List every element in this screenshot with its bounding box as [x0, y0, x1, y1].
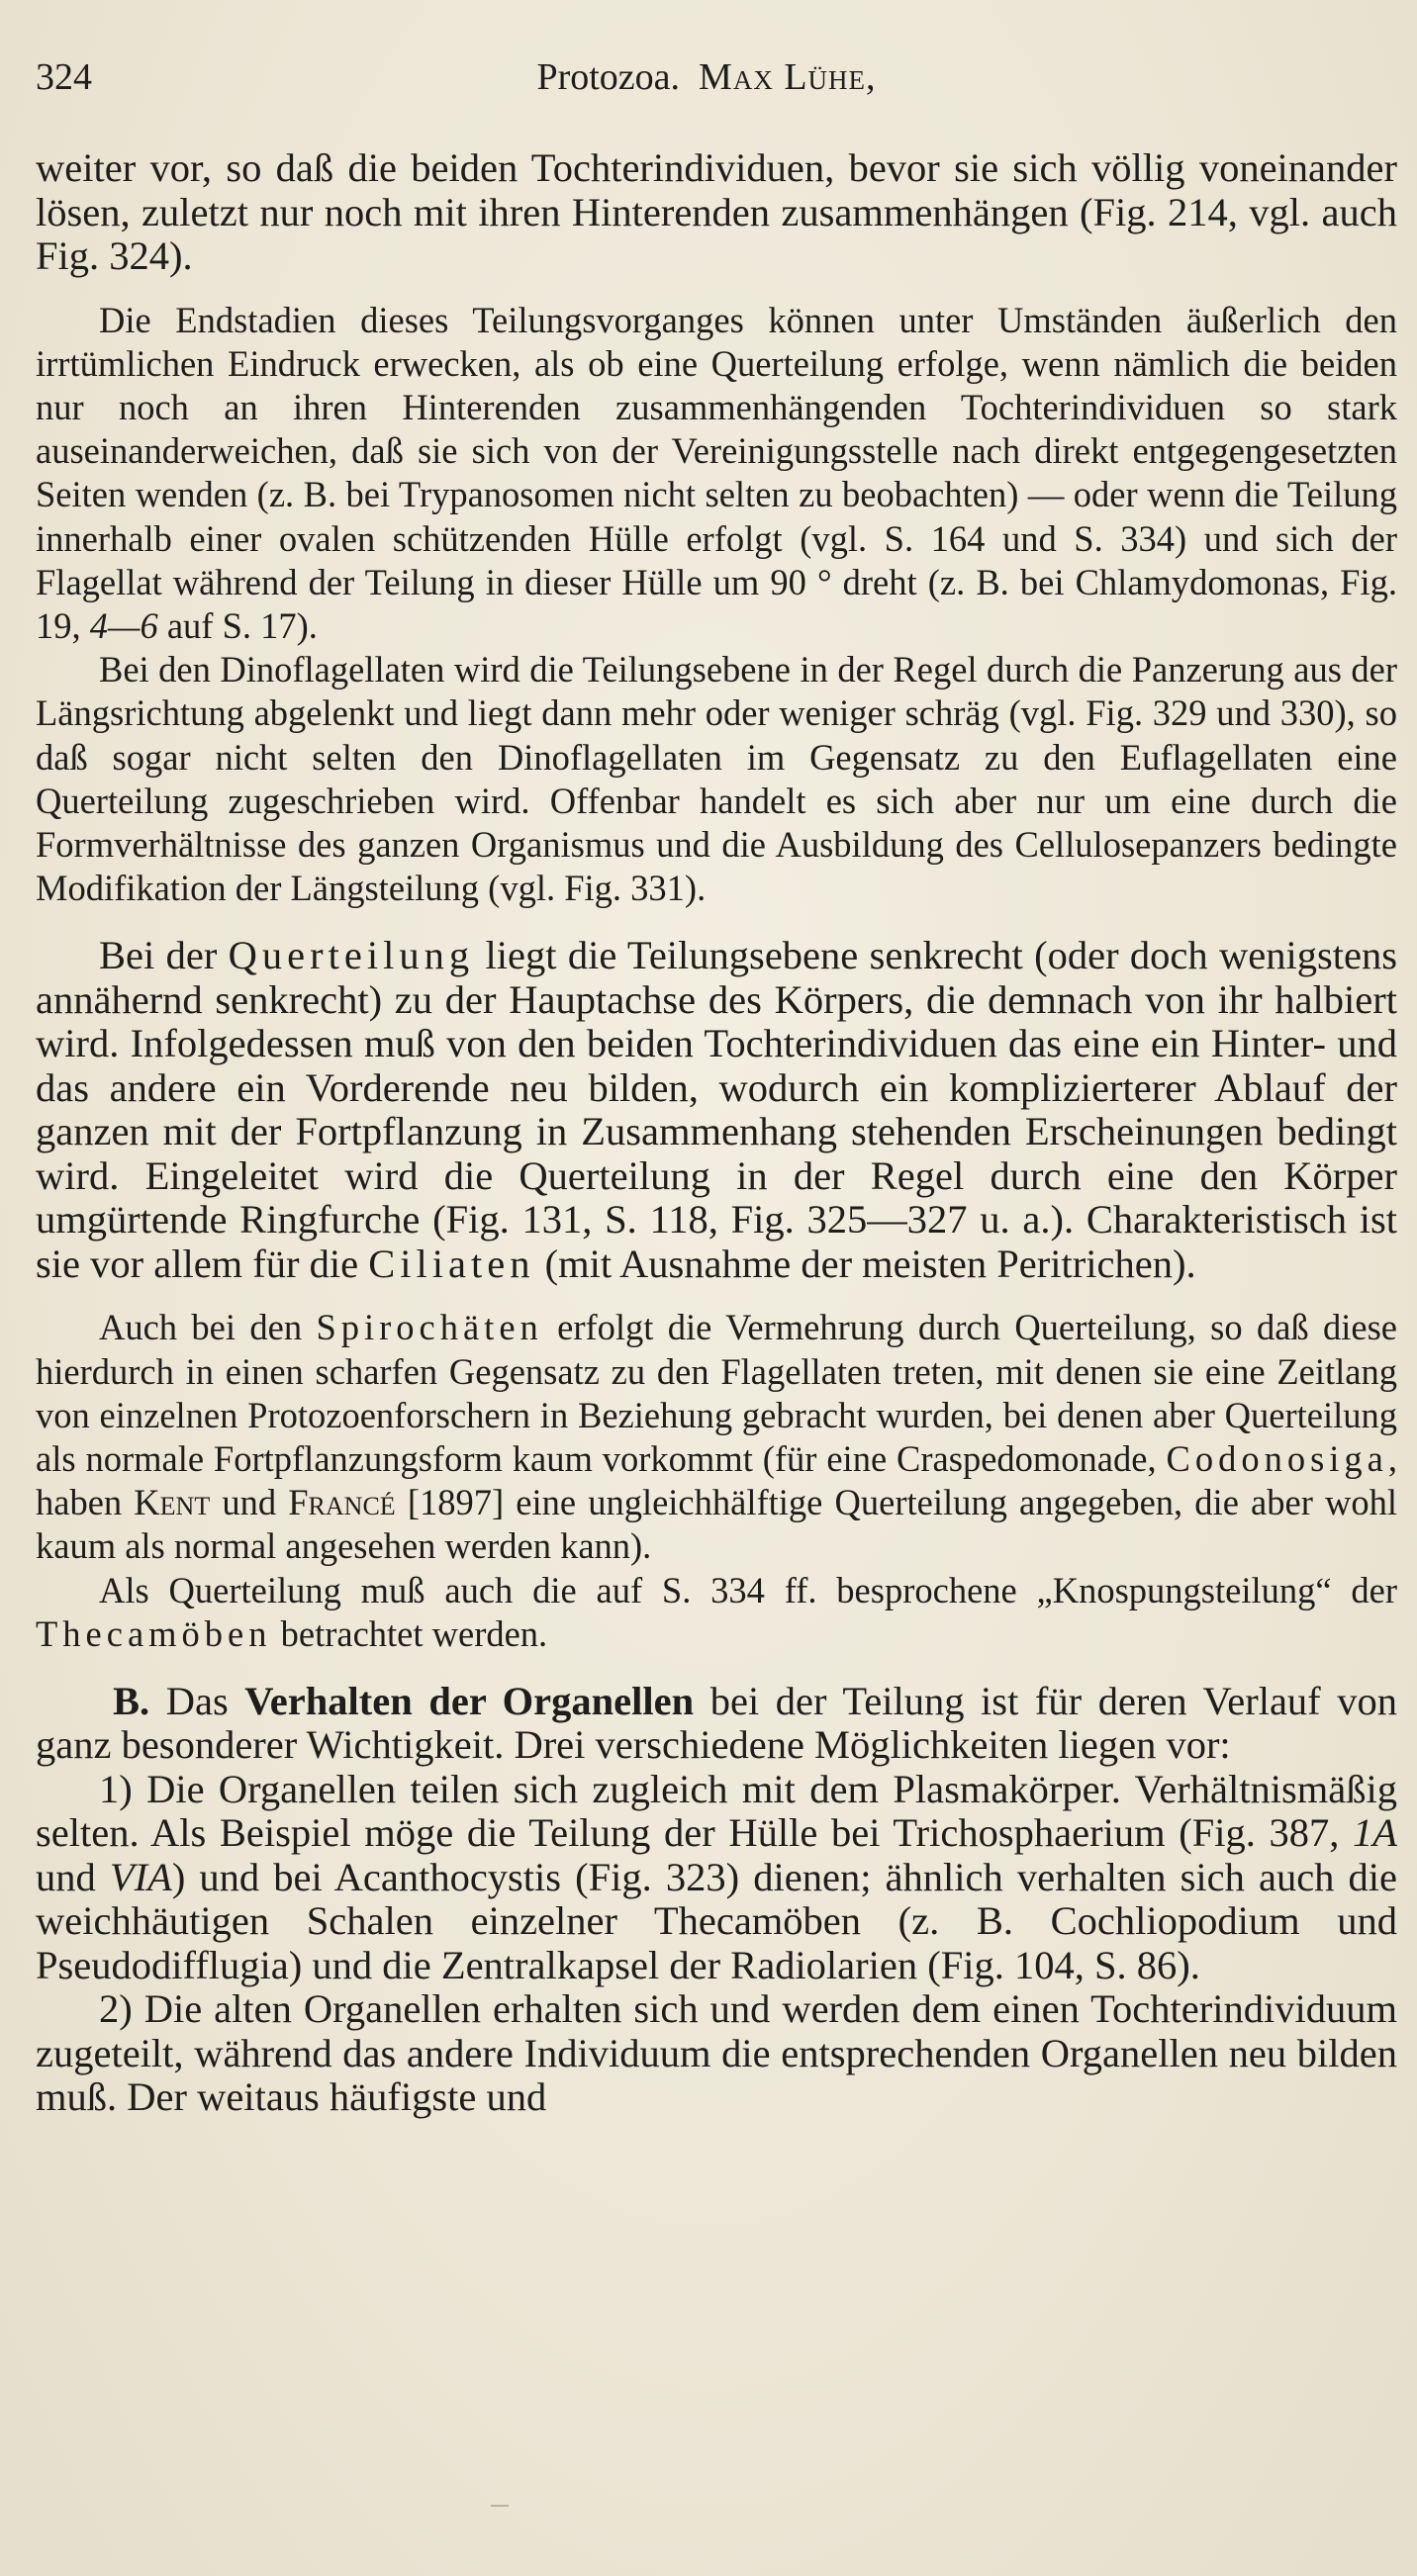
author-france: Francé — [288, 1482, 396, 1523]
list-item-1-c: ) und bei Acanthocystis (Fig. 323) dienen; ähnlich verhalten sich auch die weichhäutigen Schalen einzelner Thecamöben (z. B. Cochliopodium und Pseudodifflugia) und die Zentralkapsel der Radiolarien (Fig. 104, S. 86). — [36, 1854, 1398, 1987]
page-body — [36, 146, 1397, 2120]
list-item-1-a: 1) Die Organellen teilen sich zugleich mit dem Plasmakörper. Verhältnismäßig selten. Als Beispiel möge die Teilung der Hülle bei Trichosphaerium (Fig. 387, — [36, 1766, 1397, 1856]
list-item-1-b: und — [36, 1854, 110, 1899]
paragraph-4-a: Bei der — [99, 933, 229, 978]
figure-ref-1a: 1A — [1353, 1810, 1397, 1856]
paragraph-5-d: und — [210, 1482, 289, 1523]
paragraph-5-c: , haben — [36, 1437, 1397, 1523]
term-querteilung: Querteilung — [228, 933, 475, 978]
paragraph-4-b: liegt die Teilungsebene senkrecht (oder doch wenigstens annähernd senkrecht) zu der Hauptachse des Körpers, die demnach von ihr halbiert wird. Infolgedessen muß von den beiden Tochterindividuen das eine ein Hinter- und das andere ein Vorderende neu bilden, wodurch ein komplizierterer Ablauf der ganzen mit der Fortpflanzung in Zusammenhang stehenden Erscheinungen bedingt wird. Eingeleitet wird die Querteilung in der Regel durch eine den Körper umgürtende Ringfurche (Fig. 131, S. 118, Fig. 325—327 u. a.). Charakteristisch ist sie vor allem für die — [36, 933, 1397, 1286]
page-header — [36, 55, 1377, 115]
section-heading-organellen: Verhalten der Organellen — [244, 1678, 695, 1723]
paragraph-4 — [36, 934, 1397, 1286]
paragraph-2-end: auf S. 17). — [157, 604, 318, 646]
paragraph-6-b: betrachtet werden. — [271, 1612, 548, 1654]
paragraph-4-c: (mit Ausnahme der meisten Peritrichen). — [534, 1241, 1196, 1286]
paragraph-6-a: Als Querteilung muß auch die auf S. 334 ff. besprochene „Knospungsteilung“ der — [99, 1569, 1397, 1610]
list-item-2: 2) Die alten Organellen erhalten sich und werden dem einen Tochterindividuum zugeteilt, während das andere Individuum die entsprechenden Organellen neu bilden muß. Der weitaus häufigste und — [36, 1986, 1397, 2120]
paragraph-3: Bei den Dinoflagellaten wird die Teilungsebene in der Regel durch die Panzerung aus der Längsrichtung abgelenkt und liegt dann mehr oder weniger schräg (vgl. Fig. 329 und 330), so daß sogar nicht selten den Dinoflagellaten im Gegensatz zu den Euflagellaten eine Querteilung zugeschrieben wird. Offenbar handelt es sich aber nur um eine durch die Formverhältnisse des ganzen Organismus und die Ausbildung des Cellulosepanzers bedingte Modifikation der Längsteilung (vgl. Fig. 331). — [36, 649, 1397, 909]
paragraph-7-b: bei der Teilung ist für deren Verlauf von ganz besonderer Wichtigkeit. Drei verschiedene Möglichkeiten liegen vor: — [36, 1678, 1397, 1768]
paragraph-5-b: erfolgt die Vermehrung durch Querteilung, so daß diese hierdurch in einen scharfen Gegensatz zu den Flagellaten treten, mit denen sie eine Zeitlang von einzelnen Protozoenforschern in Beziehung gebracht wurden, bei denen aber Querteilung als normale Fortpflanzungsform kaum vorkommt (für eine Craspedomonade, — [36, 1307, 1398, 1479]
running-title: Protozoa. — [536, 56, 681, 98]
term-ciliaten: Ciliaten — [368, 1241, 535, 1286]
paragraph-5-e: [1897] eine ungleichhälftige Querteilung angegeben, die aber wohl kaum als normal angesehen werden kann). — [36, 1482, 1397, 1567]
paragraph-2-italic: 4—6 — [89, 604, 158, 646]
list-item-1 — [36, 1768, 1397, 1988]
paragraph-7 — [36, 1680, 1397, 1768]
term-spirochaeten: Spirochäten — [316, 1307, 543, 1348]
running-head — [36, 55, 1377, 99]
paragraph-2-text: Die Endstadien dieses Teilungsvorganges können unter Umständen äußerlich den irrtümlichen Eindruck erwecken, als ob eine Querteilung erfolge, wenn nämlich die beiden nur noch an ihren Hinterenden zusammenhängenden Tochterindividuen so stark auseinanderweichen, daß sie sich von der Vereinigungsstelle nach direkt entgegengesetzten Seiten wenden (z. B. bei Trypanosomen nicht selten zu beobachten) — oder wenn die Teilung innerhalb einer ovalen schützenden Hülle erfolgt (vgl. S. 164 und S. 334) und sich der Flagellat während der Teilung in dieser Hülle um 90 ° dreht (z. B. bei Chlamydomonas, Fig. 19, — [36, 299, 1397, 646]
section-letter-b: B. — [113, 1678, 150, 1723]
running-author: Max Lühe, — [699, 56, 877, 98]
term-thecamoeben: Thecamöben — [36, 1612, 272, 1654]
paragraph-1: weiter vor, so daß die beiden Tochterindividuen, bevor sie sich völlig voneinander lösen, zuletzt nur noch mit ihren Hinterenden zusammenhängen (Fig. 214, vgl. auch Fig. 324). — [36, 145, 1397, 278]
author-kent: Kent — [134, 1482, 211, 1523]
page-number: 324 — [36, 56, 92, 98]
paragraph-6 — [36, 1569, 1397, 1656]
footer-mark — [491, 2505, 509, 2507]
figure-ref-via: VIA — [109, 1854, 172, 1899]
paragraph-7-a: Das — [149, 1678, 245, 1723]
paragraph-5 — [36, 1306, 1397, 1568]
term-codonosiga: Codonosiga — [1166, 1437, 1388, 1479]
paragraph-5-a: Auch bei den — [99, 1307, 317, 1348]
paragraph-2 — [36, 299, 1397, 649]
